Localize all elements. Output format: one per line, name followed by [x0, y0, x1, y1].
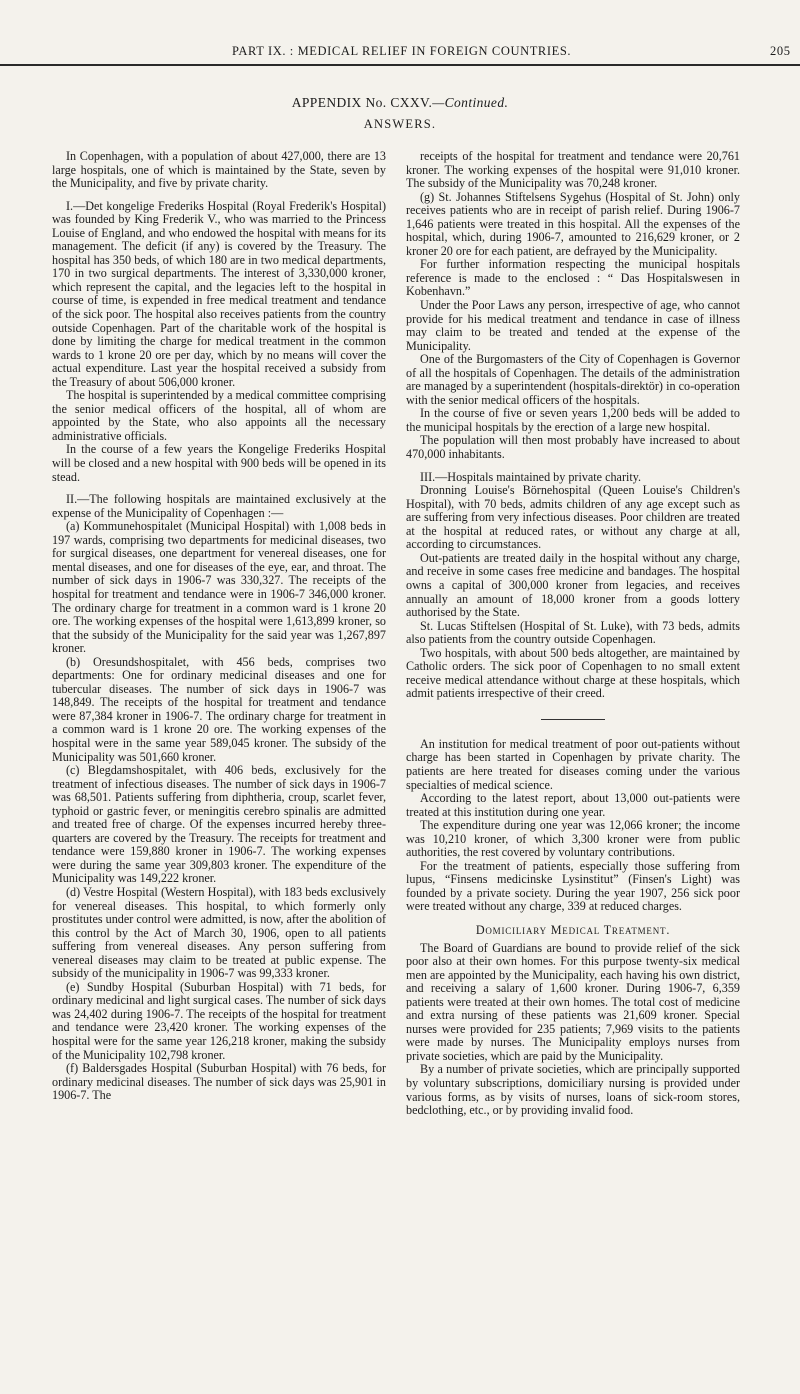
- paragraph: I.—Det kongelige Frederiks Hospital (Royal Frederik's Hospital) was founded by King Frederik V., who was married to the Princess Louise of England, and who endowed the hospital with means for its management. The deficit (if any) is covered by the Treasury. The hospital has 350 beds, of which 180 are in two medical departments, 170 in two surgical departments. The interest of 3,330,000 kroner, which represent the capital, and the legacies left to the hospital in course of time, is expended in free medical treatment and tendance of the sick poor. The hospital also receives patients from the country outside Copenhagen. Part of the charitable work of the hospital is done by limiting the charge for medical treatment in the common wards to 1 krone 20 ore per day, which by no means will cover the actual expenditure. Last year the hospital received a subsidy from the Treasury of about 506,000 kroner.: [52, 198, 386, 389]
- running-title: PART IX. : MEDICAL RELIEF IN FOREIGN COUNTRIES.: [232, 44, 572, 58]
- paragraph: By a number of private societies, which are principally supported by voluntary subscriptions, domiciliary nursing is provided under various forms, as by visits of nurses, loans of sick-room stores, bedclothing, etc., or by providing invalid food.: [406, 1062, 740, 1118]
- left-column: [52, 150, 386, 1103]
- paragraph: (f) Baldersgades Hospital (Suburban Hospital) with 76 beds, for ordinary medicinal diseases. The number of sick days was 25,901 in 1906-7. The: [52, 1061, 386, 1103]
- paragraph: Two hospitals, with about 500 beds altogether, are maintained by Catholic orders. The sick poor of Copenhagen to no small extent receive medical attendance without charge at these hospitals, which admit patients irrespective of their creed.: [406, 645, 740, 701]
- section-heading: III.—Hospitals maintained by private charity.: [420, 469, 642, 484]
- paragraph: In Copenhagen, with a population of about 427,000, there are 13 large hospitals, one of which is maintained by the State, seven by the Municipality, and five by private charity.: [52, 149, 386, 191]
- page-number: 205: [770, 44, 791, 58]
- paragraph: For the treatment of patients, especially those suffering from lupus, “Finsens medicinske Lysinstitut” (Finsen's Light) was founded by a private society. During the year 1907, 256 sick poor were treated without any charge, 339 at reduced charges.: [406, 858, 740, 914]
- paragraph: receipts of the hospital for treatment and tendance were 20,761 kroner. The working expenses of the hospital were 91,010 kroner. The subsidy of the Municipality was 70,248 kroner.: [406, 149, 740, 191]
- appendix-title: [0, 95, 800, 111]
- paragraph: St. Lucas Stiftelsen (Hospital of St. Luke), with 73 beds, admits also patients from the country outside Copenhagen.: [406, 618, 740, 647]
- right-column: [406, 150, 740, 1118]
- paragraph: Under the Poor Laws any person, irrespective of age, who cannot provide for his medical treatment and tendance in case of illness may claim to be treated and tended at the expense of the Municipality.: [406, 298, 740, 353]
- header-rule: [0, 64, 800, 66]
- paragraph: (b) Oresundshospitalet, with 456 beds, comprises two departments: One for ordinary medicinal diseases and one for tubercular diseases. The number of sick days in 1906-7 was 148,849. The receipts of the hospital for treatment and tendance were 87,384 kroner in 1906-7. The ordinary charge for treatment in a common ward is 1 krone 20 ore. The working expenses of the hospital were in the same year 589,045 kroner. The subsidy of the Municipality was 501,660 kroner.: [52, 654, 386, 764]
- paragraph: According to the latest report, about 13,000 out-patients were treated at this institution during one year.: [406, 791, 740, 819]
- paragraph: (c) Blegdamshospitalet, with 406 beds, exclusively for the treatment of infectious diseases. The number of sick days in 1906-7 was 68,501. Patients suffering from diphtheria, croup, scarlet fever, typhoid or gastric fever, or meningitis cerebro spinalis are admitted and treated free of charge. Of the expenses incurred hereby three-quarters are covered by the Treasury. The receipts for treatment and tendance were 159,880 kroner in 1906-7. The working expenses were during the same year 309,803 kroner. The expenditure of the Municipality was 149,222 kroner.: [52, 763, 386, 886]
- paragraph: The Board of Guardians are bound to provide relief of the sick poor also at their own homes. For this purpose twenty-six medical men are appointed by the Municipality, each having his own district, and receiving a salary of 1,600 kroner. During 1906-7, 6,359 patients were treated at their own homes. The total cost of medicine and extra nursing of these patients was 21,609 kroner. Special nurses were provided for 235 patients; 7,969 visits to the patients were made by nurses. The Municipality employs nurses from private societies, which are paid by the Municipality.: [406, 940, 740, 1063]
- paragraph: (d) Vestre Hospital (Western Hospital), with 183 beds exclusively for venereal diseases. This hospital, to which formerly only prostitutes under control were admitted, is now, after the abolition of this control by the Act of March 30, 1906, open to all patients suffering from venereal diseases. Any person suffering from venereal diseases may claim to be treated at public expense. The subsidy of the municipality in 1906-7 was 99,333 kroner.: [52, 884, 386, 981]
- paragraph: (g) St. Johannes Stiftelsens Sygehus (Hospital of St. John) only receives patients who are in receipt of parish relief. During 1906-7 1,646 patients were treated in this hospital. All the expenses of the hospital, which, during 1906-7, amounted to 216,629 kroner, or 2 kroner 20 ore for each patient, are defrayed by the Municipality.: [406, 189, 740, 258]
- paragraph: The expenditure during one year was 12,066 kroner; the income was 10,210 kroner, of which 3,300 kroner were from public authorities, the rest covered by voluntary contributions.: [406, 818, 740, 860]
- paragraph: Out-patients are treated daily in the hospital without any charge, and receive in some cases free medicine and bandages. The hospital owns a capital of 300,000 kroner from legacies, and receives annually an amount of 18,000 kroner from a goods lottery authorised by the State.: [406, 550, 740, 620]
- domiciliary-heading: Domiciliary Medical Treatment.: [475, 922, 671, 937]
- paragraph: The population will then most probably have increased to about 470,000 inhabitants.: [406, 433, 740, 462]
- appendix-number: APPENDIX No. CXXV.: [291, 95, 433, 110]
- section-divider: [541, 719, 605, 720]
- paragraph: Dronning Louise's Börnehospital (Queen Louise's Children's Hospital), with 70 beds, admits children of any age except such as are suffering from very infectious diseases. Poor children are treated at the hospital at reduced rates, or without any charge at all, according to circumstances.: [406, 483, 740, 552]
- paragraph: II.—The following hospitals are maintained exclusively at the expense of the Municipality of Copenhagen :—: [52, 492, 386, 520]
- paragraph: An institution for medical treatment of poor out-patients without charge has been started in Copenhagen by private charity. The patients are here treated for diseases coming under the various specialties of medical science.: [406, 736, 740, 792]
- paragraph: In the course of a few years the Kongelige Frederiks Hospital will be closed and a new hospital with 900 beds will be opened in its stead.: [52, 442, 386, 484]
- paragraph: For further information respecting the municipal hospitals reference is made to the enclosed : “ Das Hospitalswesen in Kobenhavn.”: [406, 257, 740, 299]
- paragraph: One of the Burgomasters of the City of Copenhagen is Governor of all the hospitals of Copenhagen. The details of the administration are managed by a superintendent (hospitals-direktör) in co-operation with the senior medical officers of the hospitals.: [406, 352, 740, 407]
- answers-heading: ANSWERS.: [363, 117, 437, 131]
- paragraph: The hospital is superintended by a medical committee comprising the senior medical officers of the hospital, all of whom are appointed by the State, who also appoints all the necessary administrative officials.: [52, 388, 386, 443]
- paragraph: In the course of five or seven years 1,200 beds will be added to the municipal hospitals by the erection of a large new hospital.: [406, 406, 740, 434]
- appendix-continued: —Continued.: [432, 95, 509, 110]
- paragraph: (a) Kommunehospitalet (Municipal Hospital) with 1,008 beds in 197 wards, comprising two departments for medicinal diseases, two for surgical diseases, one department for venereal diseases, one for mental diseases, and one for diseases of the eye, ear, and throat. The number of sick days in 1906-7 was 330,327. The receipts of the hospital for treatment and tendance were in 1906-7 346,000 kroner. The ordinary charge for treatment in a common ward is 1 krone 20 ore. The working expenses of the hospital were 1,613,899 kroner, so that the subsidy of the Municipality for the said year was 1,267,897 kroner.: [52, 519, 386, 656]
- paragraph: (e) Sundby Hospital (Suburban Hospital) with 71 beds, for ordinary medicinal and light surgical cases. The number of sick days was 24,402 during 1906-7. The receipts of the hospital for treatment and tendance were 23,420 kroner. The working expenses of the hospital were for the same year 126,218 kroner, making the subsidy of the Municipality 102,798 kroner.: [52, 979, 386, 1062]
